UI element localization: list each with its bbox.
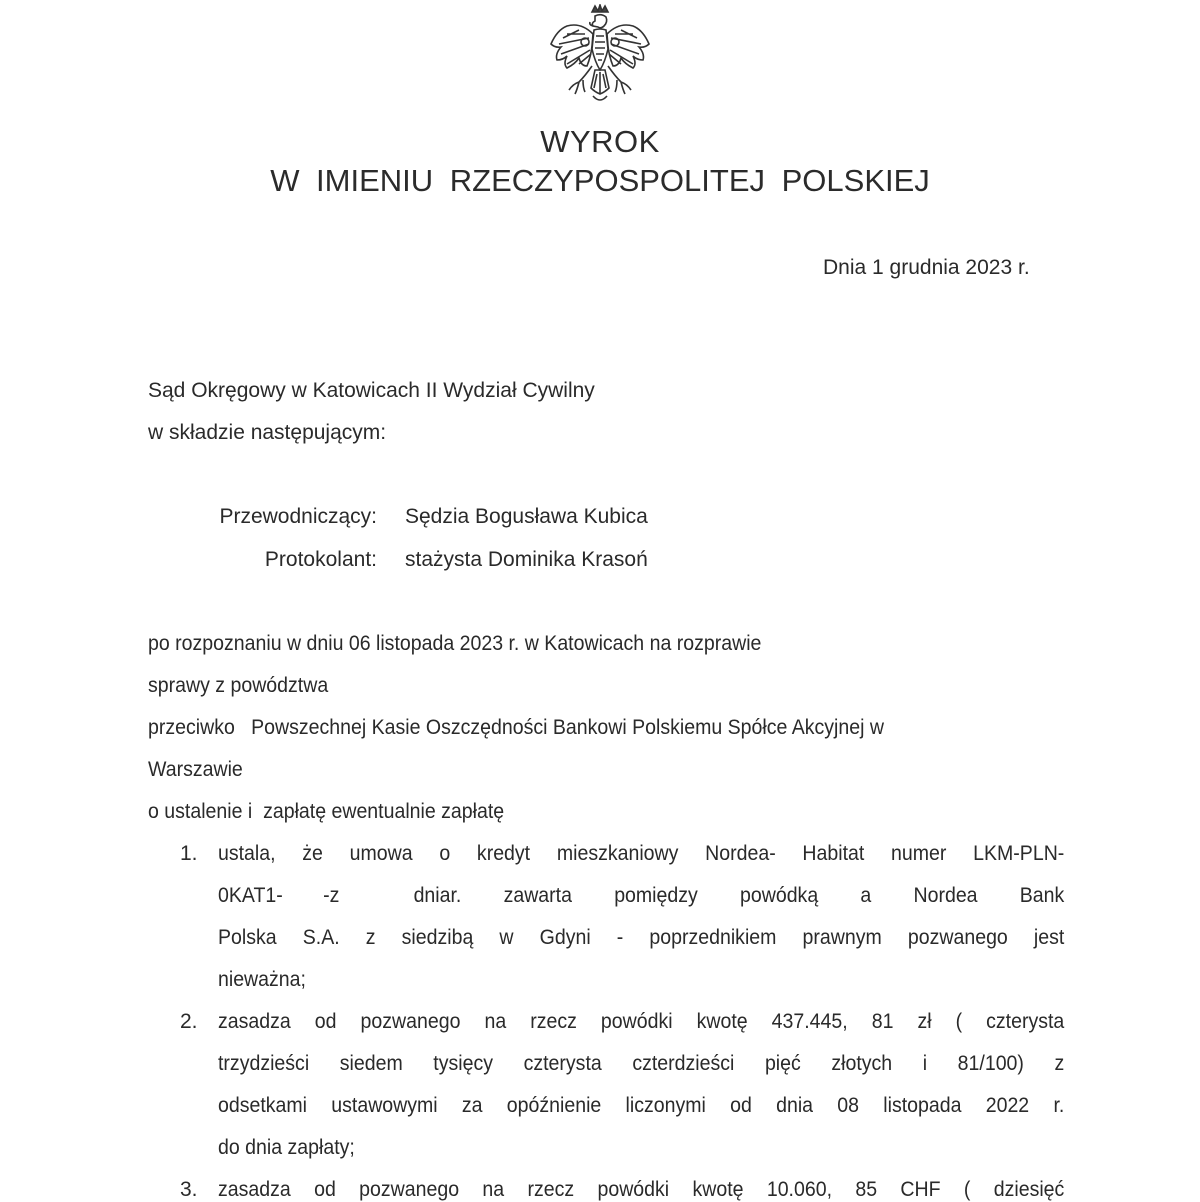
ruling-line: zasadza od pozwanego na rzecz powódki kwotę 437.445, 81 zł ( czterysta: [218, 1010, 1065, 1033]
court-name: Sąd Okręgowy w Katowicach II Wydział Cywilny: [148, 379, 595, 402]
ruling-number: 1.: [180, 842, 198, 865]
ruling-line: 0KAT1- - z dnia r. zawarta pomiędzy powódką a Nordea Bank: [218, 884, 1065, 907]
ruling-line: zasadza od pozwanego na rzecz powódki kwotę 10.060, 85 CHF ( dziesięć: [218, 1178, 1065, 1201]
polish-eagle-emblem-icon: [545, 4, 655, 116]
case-claimant-line: sprawy z powództwa: [148, 674, 329, 697]
ruling-line: do dnia zapłaty;: [218, 1136, 355, 1159]
member-name-clerk: stażysta Dominika Krasoń: [405, 548, 648, 571]
ruling-number: 2.: [180, 1010, 198, 1033]
judgment-date: Dnia 1 grudnia 2023 r.: [823, 256, 1030, 279]
case-subject-line: o ustalenie i zapłatę ewentualnie zapłatę: [148, 800, 505, 823]
case-defendant-city: Warszawie: [148, 758, 243, 781]
member-role-clerk: Protokolant:: [264, 548, 377, 571]
ruling-line: nieważna;: [218, 968, 306, 991]
case-hearing-line: po rozpoznaniu w dniu 06 listopada 2023 r. w Katowicach na rozprawie: [148, 632, 762, 655]
ruling-line: Polska S.A. z siedzibą w Gdyni - poprzednikiem prawnym pozwanego jest: [218, 926, 1065, 949]
ruling-number: 3.: [180, 1178, 198, 1201]
case-defendant-line: przeciwko Powszechnej Kasie Oszczędności Bankowi Polskiemu Spółce Akcyjnej w: [148, 716, 884, 739]
ruling-line: odsetkami ustawowymi za opóźnienie liczonymi od dnia 08 listopada 2022 r.: [218, 1094, 1065, 1117]
document-subtitle: W IMIENIU RZECZYPOSPOLITEJ POLSKIEJ: [270, 163, 930, 198]
member-name-presiding: Sędzia Bogusława Kubica: [405, 505, 648, 528]
ruling-line: ustala, że umowa o kredyt mieszkaniowy Nordea- Habitat numer LKM-PLN-: [218, 842, 1065, 865]
document-title: WYROK: [540, 124, 660, 159]
ruling-line: trzydzieści siedem tysięcy czterysta czterdzieści pięć złotych i 81/100) z: [218, 1052, 1065, 1075]
composition-intro: w składzie następującym:: [148, 421, 387, 444]
member-role-presiding: Przewodniczący:: [219, 505, 377, 528]
